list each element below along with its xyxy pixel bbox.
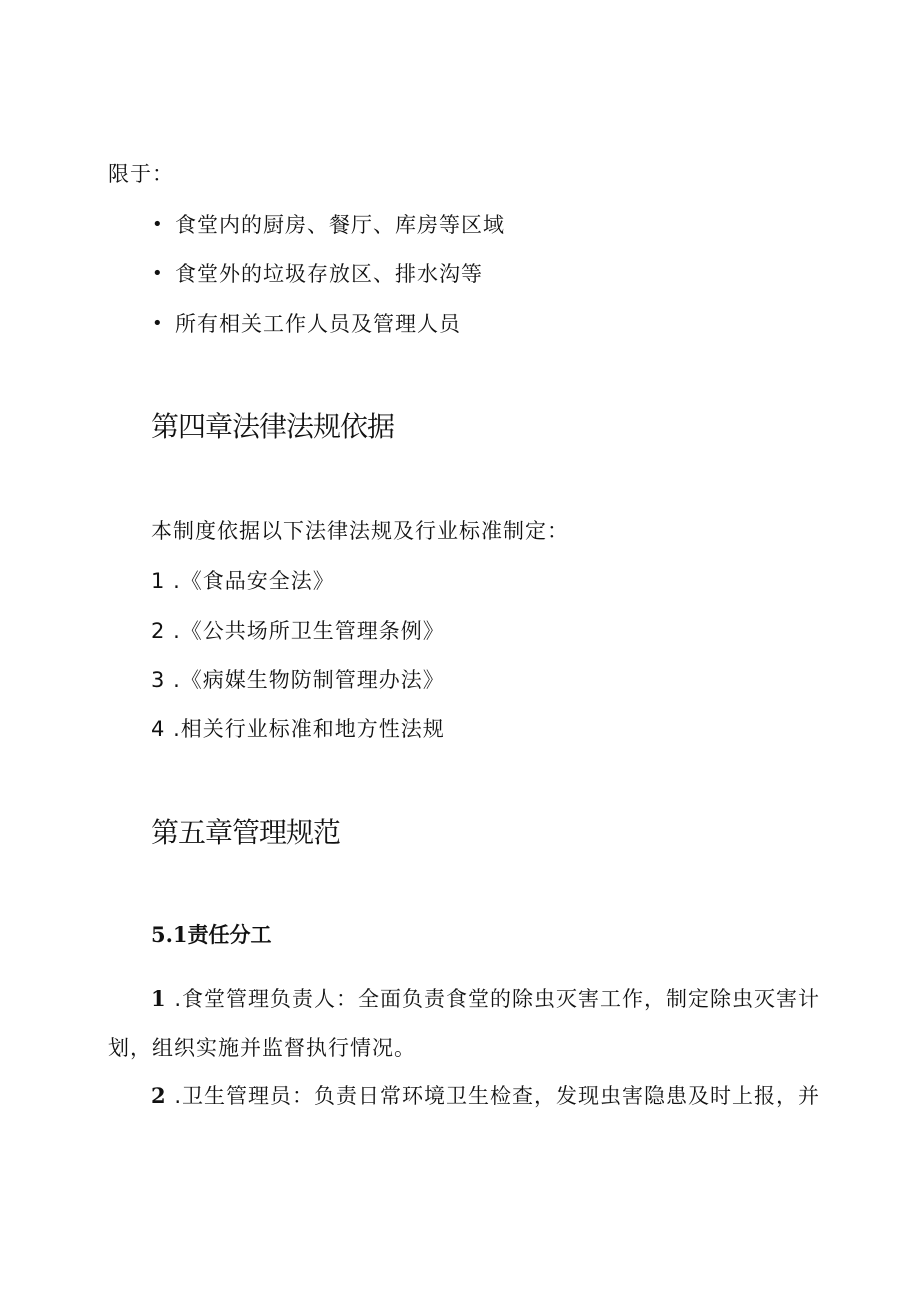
list-item xyxy=(151,667,445,693)
list-item-number: 2 xyxy=(151,1083,167,1108)
list-item xyxy=(151,618,445,644)
bullet-marker: • xyxy=(152,214,163,235)
list-item-text: .《公共场所卫生管理条例》 xyxy=(173,619,445,643)
list-item-number: 1 xyxy=(151,569,166,593)
list-item-text: 食堂外的垃圾存放区、排水沟等 xyxy=(175,262,483,286)
list-item-number: 2 xyxy=(151,619,166,643)
list-item-text: .食堂管理负责人：全面负责食堂的除虫灭害工作，制定除虫灭害计 xyxy=(174,987,820,1011)
list-item-text: .卫生管理员：负责日常环境卫生检查，发现虫害隐患及时上报，并 xyxy=(174,1084,820,1108)
bullet-marker: • xyxy=(152,263,163,284)
chapter4-intro: 本制度依据以下法律法规及行业标准制定： xyxy=(151,519,569,543)
list-item xyxy=(151,568,335,594)
list-item xyxy=(151,716,445,742)
chapter4-title: 第四章法律法规依据 xyxy=(151,410,395,443)
list-item-text: .《食品安全法》 xyxy=(173,569,335,593)
list-item-continuation: 划，组织实施并监督执行情况。 xyxy=(108,1036,416,1060)
list-item-text: 食堂内的厨房、餐厅、库房等区域 xyxy=(175,213,505,237)
list-item-text: .相关行业标准和地方性法规 xyxy=(173,717,445,741)
section-title: 5.1责任分工 xyxy=(151,922,272,947)
list-item-number: 1 xyxy=(151,986,167,1011)
list-item-text: 所有相关工作人员及管理人员 xyxy=(175,312,461,336)
scope-intro: 限于： xyxy=(108,162,174,186)
chapter5-title: 第五章管理规范 xyxy=(151,816,341,849)
bullet-marker: • xyxy=(152,313,163,334)
list-item-number: 4 xyxy=(151,717,166,741)
list-item-text: .《病媒生物防制管理办法》 xyxy=(173,668,445,692)
list-item-number: 3 xyxy=(151,668,166,692)
